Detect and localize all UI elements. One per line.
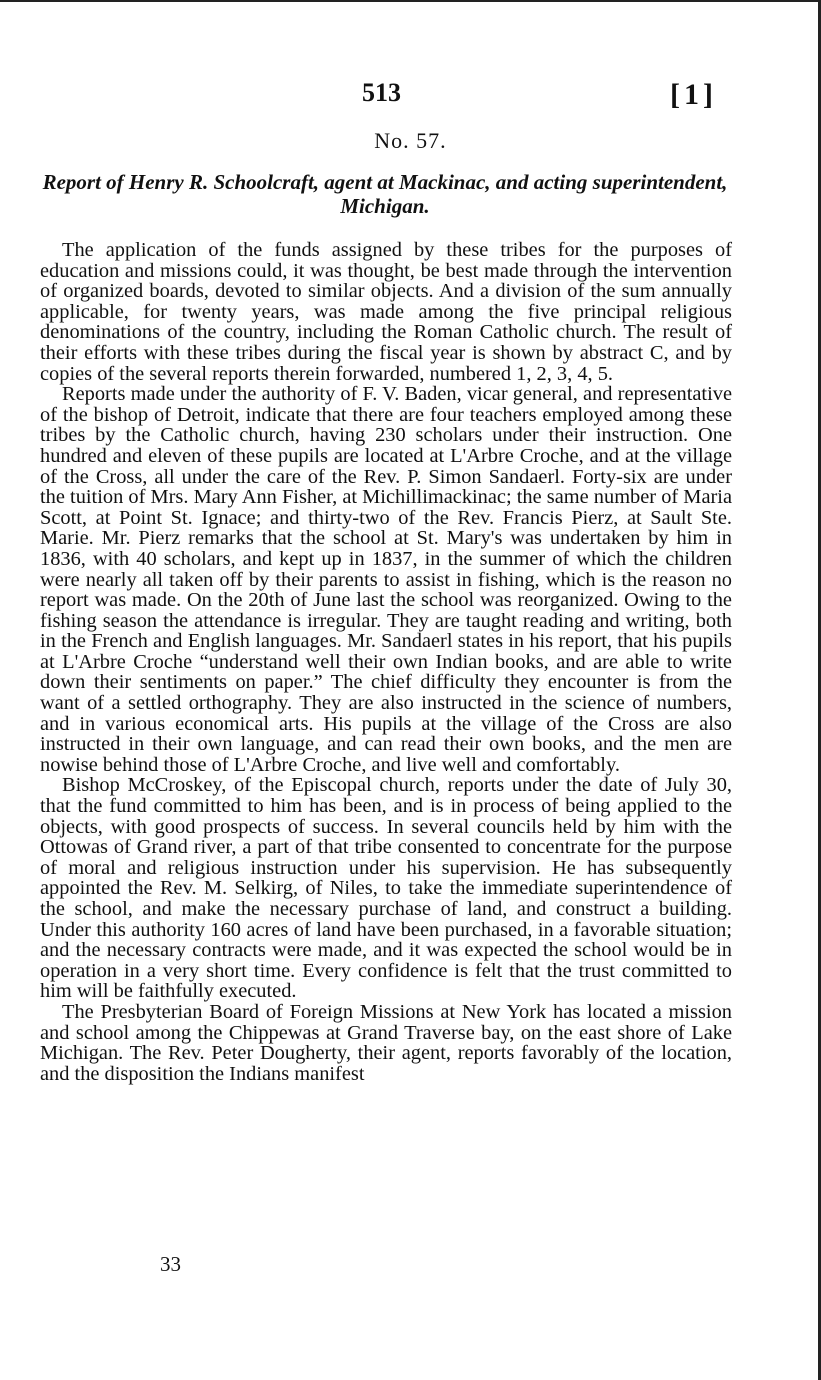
document-number: No. 57. bbox=[374, 128, 447, 153]
report-title: Report of Henry R. Schoolcraft, agent at Mackinac, and acting superintendent, Michigan. bbox=[42, 170, 728, 218]
page-header bbox=[0, 78, 821, 118]
page-number: 513 bbox=[362, 78, 401, 107]
report-body bbox=[40, 240, 732, 1084]
paragraph-3: Bishop McCroskey, of the Episcopal church, reports under the date of July 30, that the fund committed to him has been, and is in process of being applied to the objects, with good prospects of success. In several councils held by him with the Ottowas of Grand river, a part of that tribe consented to concentrate for the purpose of moral and religious instruction under his supervision. He has subsequently appointed the Rev. M. Selkirg, of Niles, to take the immediate superintendence of the school, and make the necessary purchase of land, and construct a building. Under this authority 160 acres of land have been purchased, in a favorable situation; and the necessary contracts were made, and it was expected the school would be in operation in a very short time. Every confidence is felt that the trust committed to him will be faithfully executed. bbox=[40, 774, 732, 1003]
paragraph-2: Reports made under the authority of F. V. Baden, vicar general, and representative of the bishop of Detroit, indicate that there are four teachers employed among these tribes by the Catholic church, having 230 scholars under their instruction. One hundred and eleven of these pupils are located at L'Arbre Croche, and at the village of the Cross, all under the care of the Rev. P. Simon Sandaerl. Forty-six are under the tuition of Mrs. Mary Ann Fisher, at Michillimackinac; the same number of Maria Scott, at Point St. Ignace; and thirty-two of the Rev. Francis Pierz, at Sault Ste. Marie. Mr. Pierz remarks that the school at St. Mary's was undertaken by him in 1836, with 40 scholars, and kept up in 1837, in the summer of which the children were nearly all taken off by their parents to assist in fishing, which is the reason no report was made. On the 20th of June last the school was reorganized. Owing to the fishing season the attendance is irregular. They are taught reading and writing, both in the French and English languages. Mr. Sandaerl states in his report, that his pupils at L'Arbre Croche “understand well their own Indian books, and are able to write down their sentiments on paper.” The chief difficulty they encounter is from the want of a settled orthography. They are also instructed in the science of numbers, and in various economical arts. His pupils at the village of the Cross are also instructed in their own language, and can read their own books, and the men are nowise behind those of L'Arbre Croche, and live well and comfortably. bbox=[40, 383, 732, 776]
bracket-number: [1] bbox=[670, 78, 717, 111]
signature-mark: 33 bbox=[160, 1252, 181, 1276]
paragraph-1: The application of the funds assigned by these tribes for the purposes of education and missions could, it was thought, be best made through the intervention of organized boards, devoted to similar objects. And a division of the sum annually applicable, for twenty years, was made among the five principal religious denominations of the country, including the Roman Catholic church. The result of their efforts with these tribes during the fiscal year is shown by abstract C, and by copies of the several reports therein forwarded, numbered 1, 2, 3, 4, 5. bbox=[40, 239, 732, 385]
paragraph-4: The Presbyterian Board of Foreign Missions at New York has located a mission and school among the Chippewas at Grand Traverse bay, on the east shore of Lake Michigan. The Rev. Peter Dougherty, their agent, reports favorably of the location, and the disposition the Indians manifest bbox=[40, 1000, 732, 1085]
